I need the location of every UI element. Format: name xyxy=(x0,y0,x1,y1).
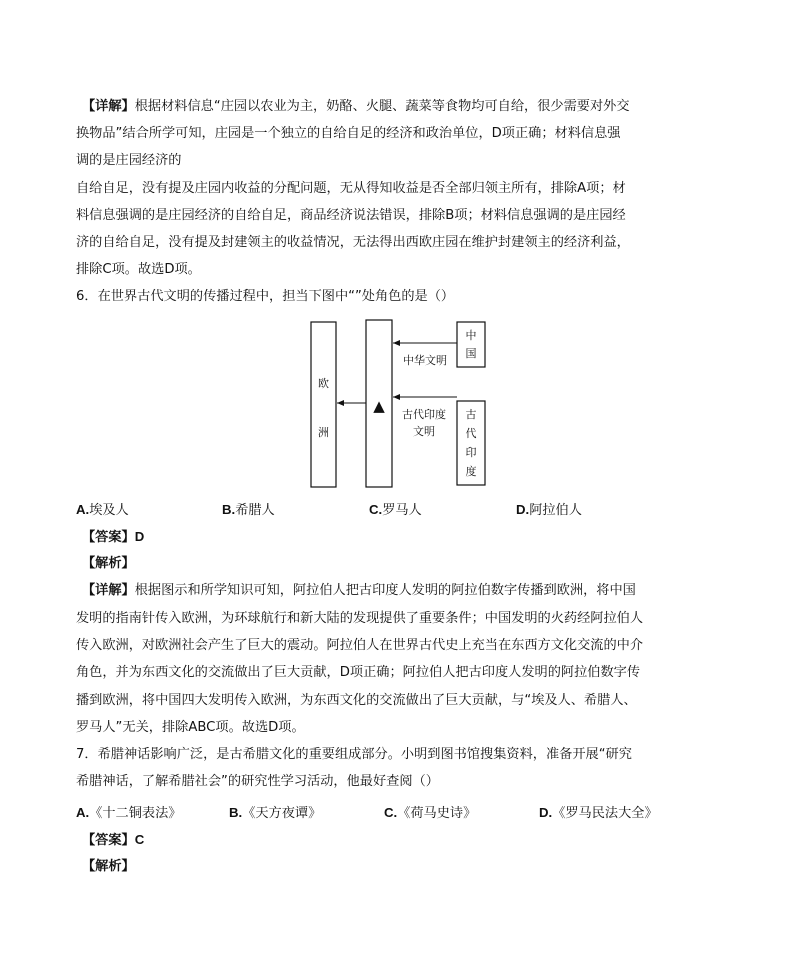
detail-paragraph-line: 【详解】根据材料信息“庄园以农业为主，奶酪、火腿、蔬菜等食物均可自给，很少需要对外交 xyxy=(82,99,630,114)
q6-detail-line: 【详解】根据图示和所学知识可知，阿拉伯人把古印度人发明的阿拉伯数字传播到欧洲，将中国 xyxy=(82,583,636,598)
india-civ-label: 古代印度 xyxy=(402,408,446,421)
q7-analysis-tag: 【解析】 xyxy=(82,859,135,874)
europe-box xyxy=(311,322,336,487)
china-civ-label: 中华文明 xyxy=(403,354,447,367)
q6-option-b[interactable]: B.希腊人 xyxy=(222,502,275,518)
q6-detail-line: 角色，并为东西文化的交流做出了巨大贡献，D项正确；阿拉伯人把古印度人发明的阿拉伯数字传 xyxy=(76,665,641,680)
q7-option-b[interactable]: B.《天方夜谭》 xyxy=(229,805,322,821)
india-label: 度 xyxy=(465,465,477,478)
question-7-stem: 7．希腊神话影响广泛，是古希腊文化的重要组成部分。小明到图书馆搜集资料，准备开展“研究 xyxy=(76,747,632,762)
china-label: 中 xyxy=(465,329,477,342)
detail-paragraph-line: 排除C项。故选D项。 xyxy=(76,262,201,277)
detail-paragraph-line: 自给自足，没有提及庄园内收益的分配问题，无从得知收益是否全部归领主所有，排除A项；材 xyxy=(76,181,626,196)
detail-paragraph-line: 料信息强调的是庄园经济的自给自足，商品经济说法错误，排除B项；材料信息强调的是庄园经 xyxy=(76,208,626,223)
detail-tag: 【详解】 xyxy=(82,99,135,114)
q6-detail-line: 传入欧洲，对欧洲社会产生了巨大的震动。阿拉伯人在世界古代史上充当在东西方文化交流的中介 xyxy=(76,638,644,653)
india-label: 古 xyxy=(465,408,477,421)
detail-paragraph-line: 济的自给自足，没有提及封建领主的收益情况，无法得出西欧庄园在维护封建领主的经济利益， xyxy=(76,235,630,250)
q6-detail-line: 罗马人”无关，排除ABC项。故选D项。 xyxy=(76,720,305,735)
q6-answer: 【答案】D xyxy=(82,529,145,545)
detail-paragraph-line: 调的是庄园经济的 xyxy=(76,153,182,168)
q6-option-c[interactable]: C.罗马人 xyxy=(369,502,422,518)
q6-option-a[interactable]: A.埃及人 xyxy=(76,502,129,518)
china-label: 国 xyxy=(465,347,477,360)
q6-detail-line: 发明的指南针传入欧洲，为环球航行和新大陆的发现提供了重要条件；中国发明的火药经阿拉伯人 xyxy=(76,611,644,626)
q7-answer: 【答案】C xyxy=(82,832,145,848)
detail-paragraph-line: 换物品”结合所学可知，庄园是一个独立的自给自足的经济和政治单位，D项正确；材料信息强 xyxy=(76,126,621,141)
q6-detail-line: 播到欧洲，将中国四大发明传入欧洲，为东西文化的交流做出了巨大贡献，与“埃及人、希腊人、 xyxy=(76,693,637,708)
q6-analysis-tag: 【解析】 xyxy=(82,556,135,571)
question-7-stem: 希腊神话，了解希腊社会”的研究性学习活动，他最好查阅（） xyxy=(76,774,439,789)
q6-option-d[interactable]: D.阿拉伯人 xyxy=(516,502,582,518)
q7-option-c[interactable]: C.《荷马史诗》 xyxy=(384,805,477,821)
india-label: 印 xyxy=(465,446,477,459)
india-civ-label: 文明 xyxy=(413,425,435,438)
question-6-stem: 6．在世界古代文明的传播过程中，担当下图中“”处角色的是（） xyxy=(76,289,455,304)
q7-option-d[interactable]: D.《罗马民法大全》 xyxy=(539,805,658,821)
europe-label: 欧 xyxy=(318,377,329,390)
triangle-marker: ▲ xyxy=(373,397,385,415)
q7-option-a[interactable]: A.《十二铜表法》 xyxy=(76,805,182,821)
europe-label: 洲 xyxy=(318,426,329,439)
india-label: 代 xyxy=(465,427,477,440)
